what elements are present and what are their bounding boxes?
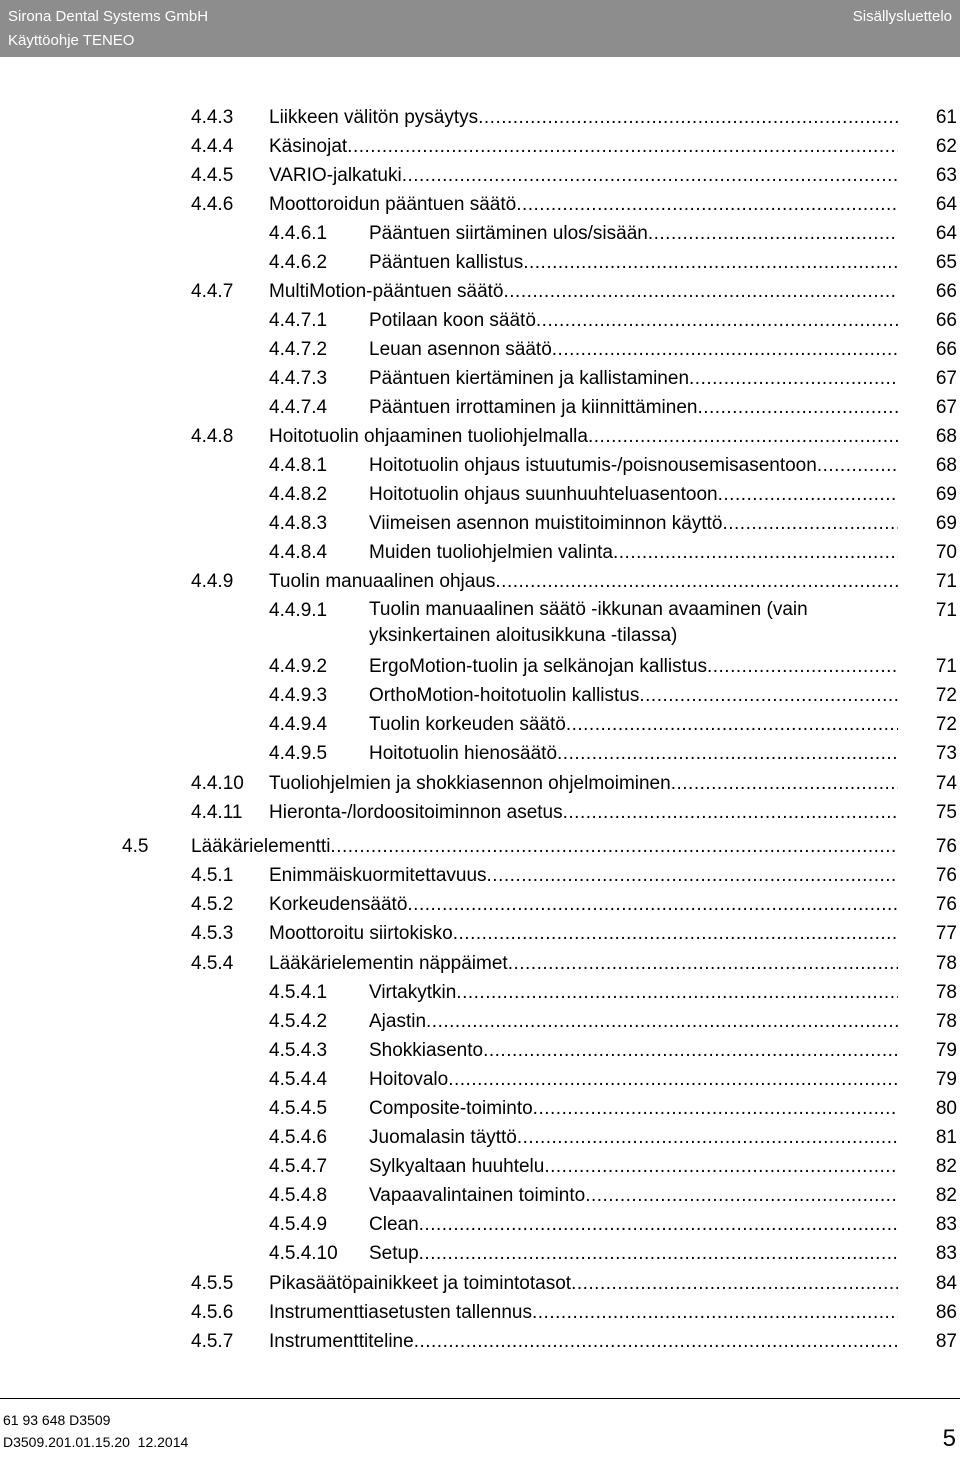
toc-entry-number: 4.4.9.2	[269, 656, 328, 677]
toc-entry-number: 4.5.3	[191, 923, 234, 944]
toc-entry-number: 4.5.4.3	[269, 1040, 328, 1061]
toc-entry-page: 86	[935, 1302, 957, 1323]
toc-entry-title-wrap	[269, 162, 898, 190]
toc-entry[interactable]	[0, 1095, 960, 1123]
toc-entry-title: Lääkärielementti	[191, 836, 331, 857]
toc-entry-page: 87	[935, 1331, 957, 1352]
toc-entry-number: 4.4.7.2	[269, 339, 328, 360]
toc-entry-page: 69	[935, 484, 957, 505]
dot-leader	[517, 1124, 898, 1152]
toc-entry-number: 4.5.4	[191, 953, 234, 974]
toc-entry-title-wrap	[269, 950, 898, 978]
dot-leader	[426, 1008, 898, 1036]
toc-entry-title: Käsinojat	[269, 136, 348, 157]
toc-entry-title-wrap	[369, 1037, 898, 1065]
toc-entry-title-wrap	[269, 920, 898, 948]
toc-entry-title: Pääntuen irrottaminen ja kiinnittäminen	[369, 397, 698, 418]
toc-entry-number: 4.4.5	[191, 165, 234, 186]
toc-entry-title-wrap	[269, 1270, 898, 1298]
toc-entry-number: 4.4.10	[191, 773, 244, 794]
toc-entry-title-wrap	[369, 249, 898, 277]
toc-entry-number: 4.4.8.1	[269, 455, 328, 476]
dot-leader	[503, 278, 898, 306]
toc-entry-page: 71	[935, 600, 957, 621]
dot-leader	[571, 1270, 898, 1298]
toc-entry-number: 4.4.6.1	[269, 223, 328, 244]
dot-leader	[516, 191, 898, 219]
toc-entry-page: 78	[935, 1011, 957, 1032]
toc-entry-page: 79	[935, 1040, 957, 1061]
toc-entry-page: 67	[935, 368, 957, 389]
toc-entry-title-wrap	[269, 891, 898, 919]
toc-entry[interactable]	[0, 770, 960, 798]
toc-entry-number: 4.4.7	[191, 281, 234, 302]
toc-entry[interactable]	[0, 1270, 960, 1298]
toc-entry[interactable]	[0, 162, 960, 190]
toc-entry-title: Tuoliohjelmien ja shokkiasennon ohjelmoiminen	[269, 773, 671, 794]
toc-entry-title-wrap	[369, 452, 898, 480]
toc-entry-page: 66	[935, 310, 957, 331]
dot-leader	[456, 979, 898, 1007]
toc-entry-title-wrap	[369, 1008, 898, 1036]
toc-entry-number: 4.5.4.4	[269, 1069, 328, 1090]
toc-entry-title: Composite-toiminto	[369, 1098, 533, 1119]
toc-entry-page: 78	[935, 982, 957, 1003]
dot-leader	[453, 920, 898, 948]
toc-entry-title: Shokkiasento	[369, 1040, 484, 1061]
toc-entry-title-wrap	[269, 568, 898, 596]
toc-entry-title-wrap	[369, 336, 898, 364]
dot-leader	[585, 1182, 898, 1210]
toc-entry[interactable]	[0, 1008, 960, 1036]
toc-entry-title-wrap	[269, 104, 898, 132]
doc-date: 12.2014	[137, 1434, 189, 1450]
toc-entry[interactable]	[0, 336, 960, 364]
toc-entry-title: Vapaavalintainen toiminto	[369, 1185, 586, 1206]
dot-leader	[613, 539, 898, 567]
toc-entry-number: 4.4.8.4	[269, 542, 328, 563]
toc-entry-title-wrap	[369, 1095, 898, 1123]
toc-entry-title-wrap	[369, 539, 898, 567]
toc-entry[interactable]	[0, 799, 960, 827]
page-footer	[0, 1398, 960, 1457]
toc-entry-page: 73	[935, 743, 957, 764]
dot-leader	[419, 1211, 898, 1239]
toc-entry[interactable]	[0, 979, 960, 1007]
toc-entry-number: 4.4.9.5	[269, 743, 328, 764]
dot-leader	[402, 162, 898, 190]
toc-entry-number: 4.5.4.1	[269, 982, 328, 1003]
toc-entry-title-wrap	[369, 394, 898, 422]
toc-entry-title: ErgoMotion-tuolin ja selkänojan kallistus	[369, 656, 707, 677]
toc-entry-title-wrap	[269, 1328, 898, 1356]
dot-leader	[478, 104, 898, 132]
toc-entry[interactable]	[0, 1328, 960, 1356]
toc-entry-page: 69	[935, 513, 957, 534]
toc-entry-page: 68	[935, 455, 957, 476]
dot-leader	[566, 711, 898, 739]
toc-entry[interactable]	[0, 104, 960, 132]
toc-entry-number: 4.4.7.3	[269, 368, 328, 389]
toc-entry-page: 75	[935, 802, 957, 823]
dot-leader	[414, 1328, 898, 1356]
toc-entry-number: 4.4.9.4	[269, 714, 328, 735]
toc-entry-title-wrap	[269, 799, 898, 827]
toc-entry-number: 4.4.3	[191, 107, 234, 128]
doc-number: 61 93 648 D3509	[3, 1412, 111, 1428]
dot-leader	[419, 1240, 898, 1268]
toc-entry-number: 4.5.4.7	[269, 1156, 328, 1177]
toc-entry-number: 4.5	[122, 836, 149, 857]
section-title: Sisällysluettelo	[852, 8, 952, 25]
dot-leader	[487, 862, 898, 890]
toc-entry-title-wrap	[369, 1066, 898, 1094]
toc-entry-title: Instrumenttiteline	[269, 1331, 414, 1352]
toc-entry[interactable]	[0, 920, 960, 948]
page-number: 5	[942, 1425, 956, 1452]
toc-entry-page: 80	[935, 1098, 957, 1119]
toc-entry-page: 67	[935, 397, 957, 418]
toc-entry-number: 4.4.7.1	[269, 310, 328, 331]
toc-entry-title-wrap	[369, 1153, 898, 1181]
dot-leader	[533, 1095, 898, 1123]
toc-entry-title-wrap	[269, 191, 898, 219]
toc-entry-page: 64	[935, 194, 957, 215]
toc-entry[interactable]	[0, 510, 960, 538]
toc-entry-page: 76	[935, 894, 957, 915]
toc-entry-title-wrap	[369, 307, 898, 335]
toc-entry-number: 4.4.11	[191, 802, 243, 823]
toc-entry[interactable]	[0, 891, 960, 919]
toc-entry[interactable]	[0, 1211, 960, 1239]
toc-entry-title: Liikkeen välitön pysäytys	[269, 107, 479, 128]
toc-entry-title-wrap	[369, 711, 898, 739]
toc-entry-title: Hoitotuolin ohjaaminen tuoliohjelmalla	[269, 426, 588, 447]
toc-entry-page: 82	[935, 1185, 957, 1206]
toc-entry-title-wrap	[269, 862, 898, 890]
toc-entry-title-wrap	[369, 1182, 898, 1210]
toc-entry-title: Juomalasin täyttö	[369, 1127, 517, 1148]
toc-entry-page: 77	[935, 923, 957, 944]
toc-entry-title: Tuolin korkeuden säätö	[369, 714, 566, 735]
dot-leader	[722, 510, 898, 538]
dot-leader	[544, 1153, 898, 1181]
toc-entry-page: 83	[935, 1243, 957, 1264]
toc-entry-number: 4.4.9	[191, 571, 234, 592]
toc-entry-title: Pikasäätöpainikkeet ja toimintotasot	[269, 1273, 572, 1294]
toc-entry-page: 76	[935, 836, 957, 857]
dot-leader	[697, 394, 898, 422]
doc-version: D3509.201.01.15.20	[3, 1434, 130, 1450]
toc-entry-title-wrap	[269, 278, 898, 306]
toc-entry-number: 4.4.9.3	[269, 685, 328, 706]
dot-leader	[536, 307, 898, 335]
toc-entry[interactable]	[0, 191, 960, 219]
toc-entry-number: 4.4.8	[191, 426, 234, 447]
toc-entry-page: 81	[935, 1127, 957, 1148]
toc-entry[interactable]	[0, 653, 960, 681]
dot-leader	[718, 481, 898, 509]
toc-entry-page: 78	[935, 953, 957, 974]
toc-entry[interactable]	[0, 597, 960, 653]
dot-leader	[817, 452, 898, 480]
toc-entry-title: Potilaan koon säätö	[369, 310, 536, 331]
toc-entry-title: Hoitotuolin hienosäätö	[369, 743, 558, 764]
toc-entry[interactable]	[0, 862, 960, 890]
toc-entry[interactable]	[0, 278, 960, 306]
toc-entry-title-wrap	[369, 1240, 898, 1268]
toc-entry[interactable]	[0, 1153, 960, 1181]
toc-entry-title-wrap	[369, 510, 898, 538]
toc-entry-page: 79	[935, 1069, 957, 1090]
toc-entry-title-wrap	[269, 770, 898, 798]
toc-entry[interactable]	[0, 452, 960, 480]
toc-entry-title: Clean	[369, 1214, 419, 1235]
toc-entry-title-wrap	[269, 1299, 898, 1327]
toc-entry-title: Moottoroitu siirtokisko	[269, 923, 453, 944]
toc-entry[interactable]	[0, 133, 960, 161]
toc-entry-number: 4.5.7	[191, 1331, 234, 1352]
toc-entry-number: 4.5.4.5	[269, 1098, 328, 1119]
toc-entry[interactable]	[0, 1066, 960, 1094]
toc-entry-page: 83	[935, 1214, 957, 1235]
toc-entry-title: Instrumenttiasetusten tallennus	[269, 1302, 532, 1323]
toc-entry-title: MultiMotion-pääntuen säätö	[269, 281, 504, 302]
toc-entry-number: 4.4.8.3	[269, 513, 328, 534]
toc-entry-title: VARIO-jalkatuki	[269, 165, 402, 186]
dot-leader	[671, 770, 898, 798]
toc-entry-title: Moottoroidun pääntuen säätö	[269, 194, 517, 215]
toc-entry-title-wrap	[369, 365, 898, 393]
dot-leader	[557, 740, 898, 768]
toc-entry-title: Pääntuen kallistus	[369, 252, 524, 273]
toc-entry[interactable]	[0, 740, 960, 768]
toc-entry[interactable]	[0, 568, 960, 596]
toc-entry-title: Lääkärielementin näppäimet	[269, 953, 508, 974]
toc-entry-title: Setup	[369, 1243, 419, 1264]
toc-entry-page: 72	[935, 714, 957, 735]
toc-entry-title: Hieronta-/lordoositoiminnon asetus	[269, 802, 563, 823]
toc-entry-title: Pääntuen kiertäminen ja kallistaminen	[369, 368, 690, 389]
dot-leader	[483, 1037, 898, 1065]
toc-entry[interactable]	[0, 1182, 960, 1210]
toc-entry-page: 82	[935, 1156, 957, 1177]
toc-entry-page: 84	[935, 1273, 957, 1294]
toc-entry[interactable]	[0, 423, 960, 451]
toc-entry-title: Hoitotuolin ohjaus suunhuuhteluasentoon	[369, 484, 718, 505]
toc-entry[interactable]	[0, 1037, 960, 1065]
toc-entry[interactable]	[0, 365, 960, 393]
toc-entry-title: Muiden tuoliohjelmien valinta	[369, 542, 613, 563]
toc-entry-title: Pääntuen siirtäminen ulos/sisään	[369, 223, 648, 244]
dot-leader	[689, 365, 898, 393]
toc-entry-page: 62	[935, 136, 957, 157]
toc-entry-page: 64	[935, 223, 957, 244]
toc-entry[interactable]	[0, 481, 960, 509]
dot-leader	[407, 891, 898, 919]
dot-leader	[495, 568, 898, 596]
company-name: Sirona Dental Systems GmbH	[8, 8, 209, 25]
toc-entry-number: 4.5.6	[191, 1302, 234, 1323]
toc-entry-page: 74	[935, 773, 957, 794]
dot-leader	[563, 799, 898, 827]
toc-entry-title-wrap	[369, 481, 898, 509]
toc-entry[interactable]	[0, 249, 960, 277]
toc-entry-page: 71	[935, 656, 957, 677]
toc-entry[interactable]	[0, 307, 960, 335]
toc-entry[interactable]	[0, 833, 960, 861]
toc-entry-title-wrap	[369, 740, 898, 768]
toc-entry-title-wrap	[269, 423, 898, 451]
toc-entry-title: Hoitotuolin ohjaus istuutumis-/poisnousemisasentoon	[369, 455, 817, 476]
toc-entry[interactable]	[0, 1124, 960, 1152]
toc-entry-title: Leuan asennon säätö	[369, 339, 552, 360]
toc-entry-number: 4.5.4.9	[269, 1214, 328, 1235]
dot-leader	[639, 682, 898, 710]
toc-entry-number: 4.5.4.2	[269, 1011, 328, 1032]
toc-entry-page: 70	[935, 542, 957, 563]
toc-entry-title: Enimmäiskuormitettavuus	[269, 865, 487, 886]
toc-entry[interactable]	[0, 682, 960, 710]
toc-entry-title: Tuolin manuaalinen ohjaus	[269, 571, 496, 592]
toc-entry[interactable]	[0, 711, 960, 739]
toc-entry-title-wrap	[369, 597, 880, 649]
toc-entry-title-wrap	[369, 220, 898, 248]
page-header	[0, 0, 960, 57]
toc-entry-number: 4.5.4.10	[269, 1243, 338, 1264]
toc-entry-number: 4.5.4.6	[269, 1127, 328, 1148]
toc-entry[interactable]	[0, 950, 960, 978]
toc-entry-page: 66	[935, 281, 957, 302]
toc-entry-page: 76	[935, 865, 957, 886]
toc-entry[interactable]	[0, 1299, 960, 1327]
toc-entry[interactable]	[0, 394, 960, 422]
dot-leader	[330, 833, 898, 861]
toc-entry-page: 66	[935, 339, 957, 360]
dot-leader	[508, 950, 898, 978]
toc-entry-number: 4.4.9.1	[269, 600, 328, 621]
toc-entry-title: Sylkyaltaan huuhtelu	[369, 1156, 545, 1177]
toc-entry-number: 4.5.4.8	[269, 1185, 328, 1206]
toc-entry-number: 4.4.8.2	[269, 484, 328, 505]
toc-entry[interactable]	[0, 220, 960, 248]
dot-leader	[523, 249, 898, 277]
toc-entry-page: 68	[935, 426, 957, 447]
dot-leader	[552, 336, 898, 364]
dot-leader	[532, 1299, 898, 1327]
toc-entry-number: 4.5.1	[191, 865, 234, 886]
toc-entry-title: Virtakytkin	[369, 982, 457, 1003]
dot-leader	[347, 133, 898, 161]
footer-divider	[0, 1398, 960, 1399]
toc-entry[interactable]	[0, 539, 960, 567]
toc-entry-title: Viimeisen asennon muistitoiminnon käyttö	[369, 513, 723, 534]
toc-entry[interactable]	[0, 1240, 960, 1268]
toc-entry-title-wrap	[369, 653, 898, 681]
toc-entry-title-wrap	[369, 979, 898, 1007]
toc-entry-number: 4.4.6.2	[269, 252, 328, 273]
manual-title: Käyttöohje TENEO	[8, 32, 135, 49]
dot-leader	[588, 423, 898, 451]
doc-version-date	[3, 1434, 188, 1450]
toc-entry-title-wrap	[369, 1211, 898, 1239]
dot-leader	[448, 1066, 898, 1094]
dot-leader	[648, 220, 898, 248]
toc-entry-title: Korkeudensäätö	[269, 894, 408, 915]
toc-entry-title: Tuolin manuaalinen säätö -ikkunan avaaminen (vain yksinkertainen aloitusikkuna -tilassa)	[369, 599, 808, 646]
toc-entry-title: OrthoMotion-hoitotuolin kallistus	[369, 685, 640, 706]
toc-entry-page: 61	[935, 107, 957, 128]
toc-entry-page: 72	[935, 685, 957, 706]
toc-entry-number: 4.5.5	[191, 1273, 234, 1294]
toc-entry-number: 4.4.4	[191, 136, 234, 157]
toc-entry-title-wrap	[369, 1124, 898, 1152]
toc-entry-page: 65	[935, 252, 957, 273]
toc-entry-page: 63	[935, 165, 957, 186]
toc-entry-title: Ajastin	[369, 1011, 427, 1032]
toc-entry-title-wrap	[369, 682, 898, 710]
toc-entry-number: 4.5.2	[191, 894, 234, 915]
toc-entry-title-wrap	[191, 833, 898, 861]
toc-entry-title: Hoitovalo	[369, 1069, 449, 1090]
toc-entry-number: 4.4.7.4	[269, 397, 328, 418]
toc-entry-title-wrap	[269, 133, 898, 161]
toc-entry-number: 4.4.6	[191, 194, 234, 215]
dot-leader	[707, 653, 898, 681]
toc-entry-page: 71	[935, 571, 957, 592]
